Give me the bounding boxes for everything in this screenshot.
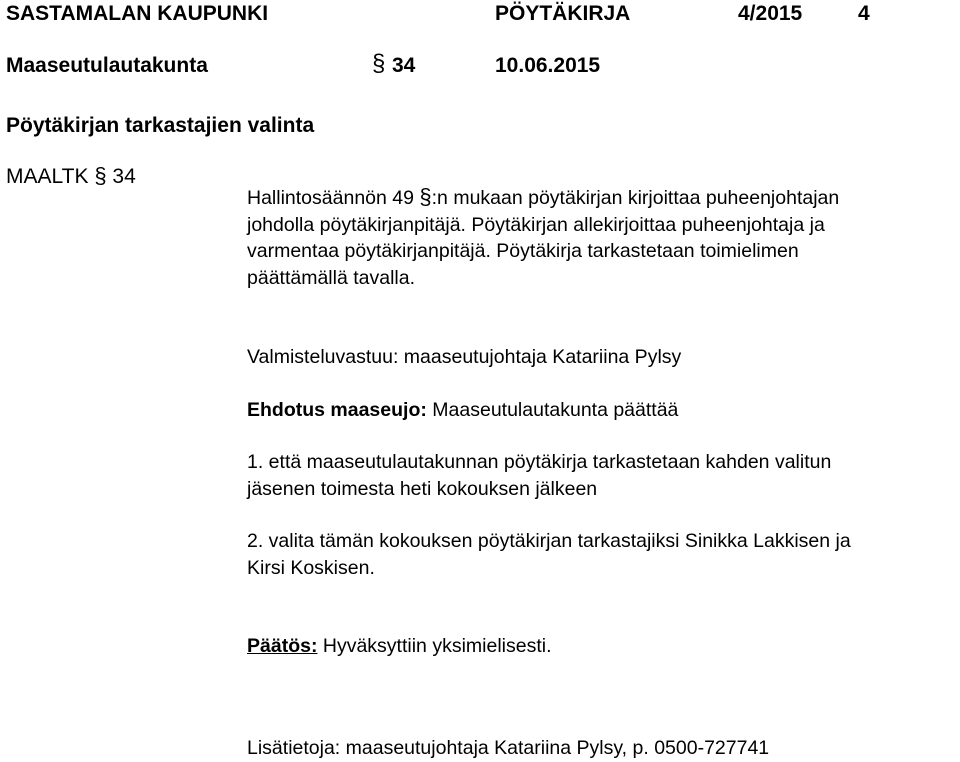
city-name: SASTAMALAN KAUPUNKI <box>6 2 269 25</box>
document-number: 4/2015 <box>738 2 803 25</box>
document-type: PÖYTÄKIRJA <box>495 2 631 25</box>
decision-label: Päätös: <box>247 635 318 657</box>
committee-name: Maaseutulautakunta <box>6 54 208 77</box>
decision <box>247 633 947 660</box>
proposal <box>247 397 947 424</box>
proposal-text: Maaseutulautakunta päättää <box>432 399 679 421</box>
meeting-date: 10.06.2015 <box>495 54 601 77</box>
page-number: 4 <box>858 2 870 25</box>
proposal-label: Ehdotus maaseujo: <box>247 399 427 421</box>
prepared-by: Valmisteluvastuu: maaseutujohtaja Katariina Pylsy <box>247 346 682 368</box>
proposal-point-2: 2. valita tämän kokouksen pöytäkirjan tarkastajiksi Sinikka Lakkisen ja Kirsi Koskisen. <box>247 530 851 579</box>
proposal-point-1: 1. että maaseutulautakunnan pöytäkirja tarkastetaan kahden valitun jäsenen toimesta heti kokouksen jälkeen <box>247 451 832 500</box>
more-info: Lisätietoja: maaseutujohtaja Katariina Pylsy, p. 0500-727741 <box>247 737 770 759</box>
section-symbol: § <box>372 50 386 77</box>
item-title: Pöytäkirjan tarkastajien valinta <box>6 114 315 137</box>
section-number: 34 <box>392 54 416 77</box>
decision-text: Hyväksyttiin yksimielisesti. <box>322 635 552 657</box>
intro-paragraph: Hallintosäännön 49 §:n mukaan pöytäkirjan kirjoittaa puheenjohtajan johdolla pöytäkirjanpitäjä. Pöytäkirjan allekirjoittaa puheenjohtaja ja varmentaa pöytäkirjanpitäjä. Pöytäkirja tarkastetaan toimielimen päättämällä tavalla. <box>247 184 840 289</box>
item-label: MAALTK § 34 <box>6 163 136 188</box>
